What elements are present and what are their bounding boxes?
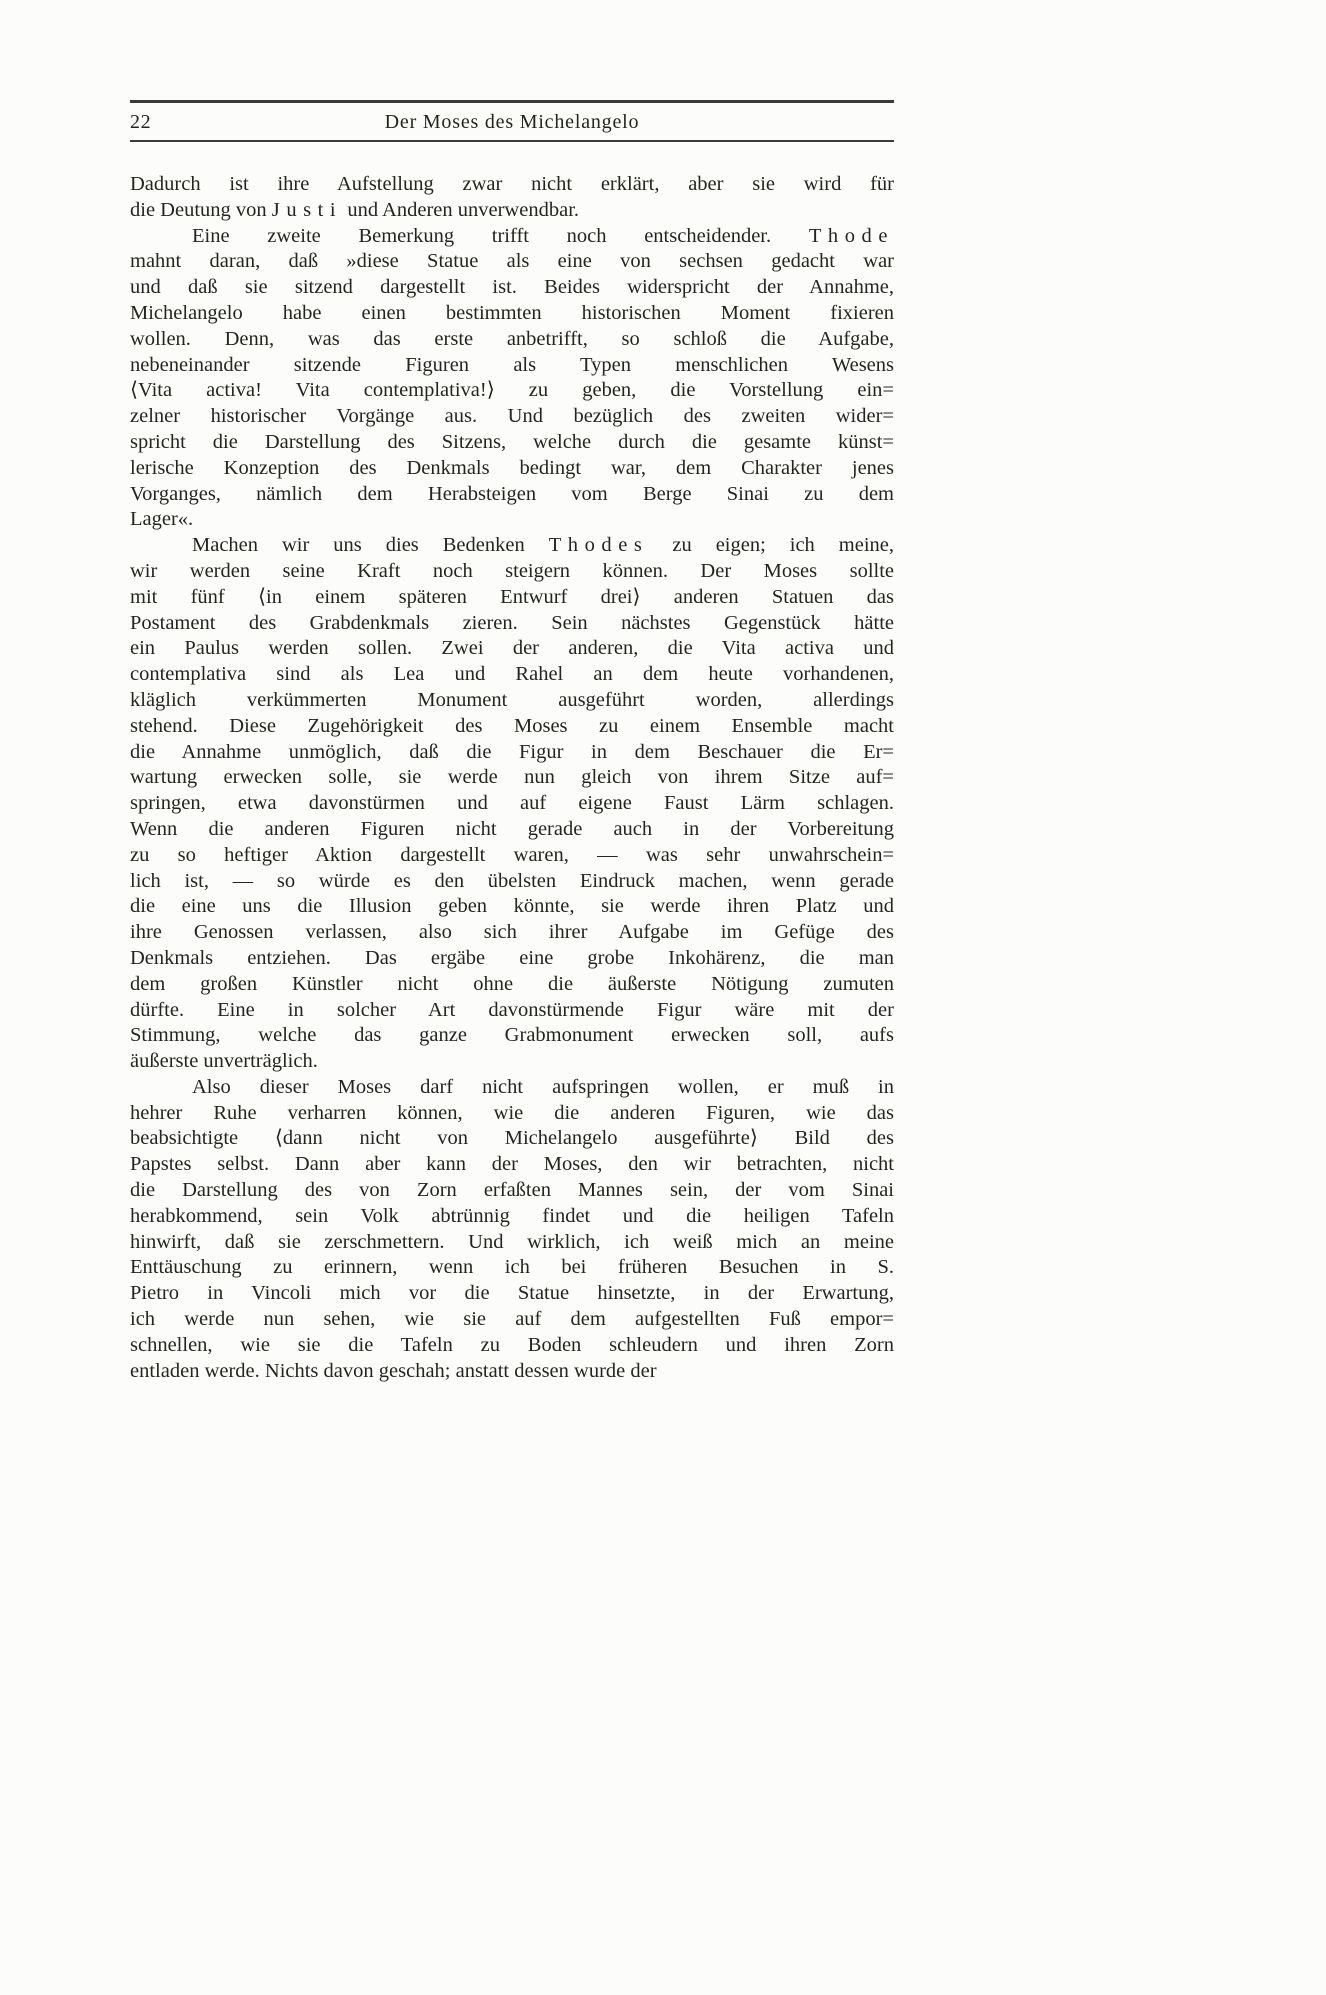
text-block [130,100,894,1384]
text-line: dürfte. Eine in solcher Art davonstürmende Figur wäre mit der [130,998,894,1021]
text-line: Dadurch ist ihre Aufstellung zwar nicht erklärt, aber sie wird für [130,173,894,195]
text-line: contemplativa sind als Lea und Rahel an dem heute vorhandenen, [130,663,894,686]
text-line: hinwirft, daß sie zerschmettern. Und wirklich, ich weiß mich an meine [130,1230,894,1253]
text-line: hehrer Ruhe verharren können, wie die anderen Figuren, wie das [130,1101,894,1124]
text-line: Denkmals entziehen. Das ergäbe eine grobe Inkohärenz, die man [130,946,894,969]
text-line: dem großen Künstler nicht ohne die äußerste Nötigung zumuten [130,972,894,995]
text-line: zu so heftiger Aktion dargestellt waren, — was sehr unwahrschein= [130,843,894,866]
page-number: 22 [130,111,152,133]
text-line: Eine zweite Bemerkung trifft noch entscheidender. Thode [192,224,894,247]
text-line: die Annahme unmöglich, daß die Figur in dem Beschauer die Er= [130,740,894,763]
text-line: schnellen, wie sie die Tafeln zu Boden schleudern und ihren Zorn [130,1333,894,1356]
text-line: entladen werde. Nichts davon geschah; anstatt dessen wurde der [130,1359,657,1382]
text-line: die Darstellung des von Zorn erfaßten Mannes sein, der vom Sinai [130,1179,894,1202]
header-rule-bottom [130,140,894,142]
text-line: Enttäuschung zu erinnern, wenn ich bei früheren Besuchen in S. [130,1256,894,1279]
text-line: Wenn die anderen Figuren nicht gerade auch in der Vorbereitung [130,817,894,840]
text-line: ihre Genossen verlassen, also sich ihrer Aufgabe im Gefüge des [130,921,894,944]
page-body [130,172,894,1384]
text-line: lerische Konzeption des Denkmals bedingt war, dem Charakter jenes [130,456,894,479]
paragraph [130,1075,894,1385]
text-line: spricht die Darstellung des Sitzens, welche durch die gesamte künst= [130,430,894,453]
text-line: und daß sie sitzend dargestellt ist. Beides widerspricht der Annahme, [130,276,894,299]
text-line: ⟨Vita activa! Vita contemplativa!⟩ zu geben, die Vorstellung ein= [130,379,894,402]
text-line: Also dieser Moses darf nicht aufspringen wollen, er muß in [192,1075,894,1098]
text-line: kläglich verkümmerten Monument ausgeführt worden, allerdings [130,688,894,711]
text-line: beabsichtigte ⟨dann nicht von Michelangelo ausgeführte⟩ Bild des [130,1127,894,1150]
paragraph [130,224,894,534]
text-line: zelner historischer Vorgänge aus. Und bezüglich des zweiten wider= [130,405,894,428]
text-line: ich werde nun sehen, wie sie auf dem aufgestellten Fuß empor= [130,1308,894,1331]
text-line: nebeneinander sitzende Figuren als Typen menschlichen Wesens [130,353,894,376]
letterspaced-name: Thode [808,224,894,247]
text-line: Stimmung, welche das ganze Grabmonument erwecken soll, aufs [130,1024,894,1047]
text-line: die Deutung von Justi und Anderen unverwendbar. [130,198,580,221]
paragraph [130,172,894,224]
text-line: lich ist, — so würde es den übelsten Eindruck machen, wenn gerade [130,869,894,892]
page-header [130,100,894,142]
text-line: Pietro in Vincoli mich vor die Statue hinsetzte, in der Erwartung, [130,1282,894,1305]
running-head-title: Der Moses des Michelangelo [384,111,640,133]
text-line: die eine uns die Illusion geben könnte, sie werde ihren Platz und [130,895,894,918]
text-line: Michelangelo habe einen bestimmten historischen Moment fixieren [130,301,894,324]
paragraph [130,533,894,1075]
text-line: wollen. Denn, was das erste anbetrifft, so schloß die Aufgabe, [130,327,894,350]
text-line: springen, etwa davonstürmen und auf eigene Faust Lärm schlagen. [130,792,894,815]
text-line: wir werden seine Kraft noch steigern können. Der Moses sollte [130,559,894,582]
text-line: Machen wir uns dies Bedenken Thodes zu eigen; ich meine, [192,534,894,557]
text-line: Postament des Grabdenkmals zieren. Sein nächstes Gegenstück hätte [130,611,894,634]
letterspaced-name: Thodes [548,534,649,557]
text-line: Lager«. [130,508,194,531]
text-line: stehend. Diese Zugehörigkeit des Moses zu einem Ensemble macht [130,714,894,737]
text-line: mahnt daran, daß »diese Statue als eine von sechsen gedacht war [130,250,894,273]
letterspaced-name: Justi [271,198,343,221]
text-line: ein Paulus werden sollen. Zwei der anderen, die Vita activa und [130,637,894,660]
text-line: mit fünf ⟨in einem späteren Entwurf drei⟩ anderen Statuen das [130,585,894,608]
text-line: wartung erwecken solle, sie werde nun gleich von ihrem Sitze auf= [130,766,894,789]
text-line: Papstes selbst. Dann aber kann der Moses, den wir betrachten, nicht [130,1153,894,1176]
text-line: äußerste unverträglich. [130,1050,318,1073]
running-head [130,103,894,140]
text-line: herabkommend, sein Volk abtrünnig findet und die heiligen Tafeln [130,1204,894,1227]
text-line: Vorganges, nämlich dem Herabsteigen vom Berge Sinai zu dem [130,482,894,505]
